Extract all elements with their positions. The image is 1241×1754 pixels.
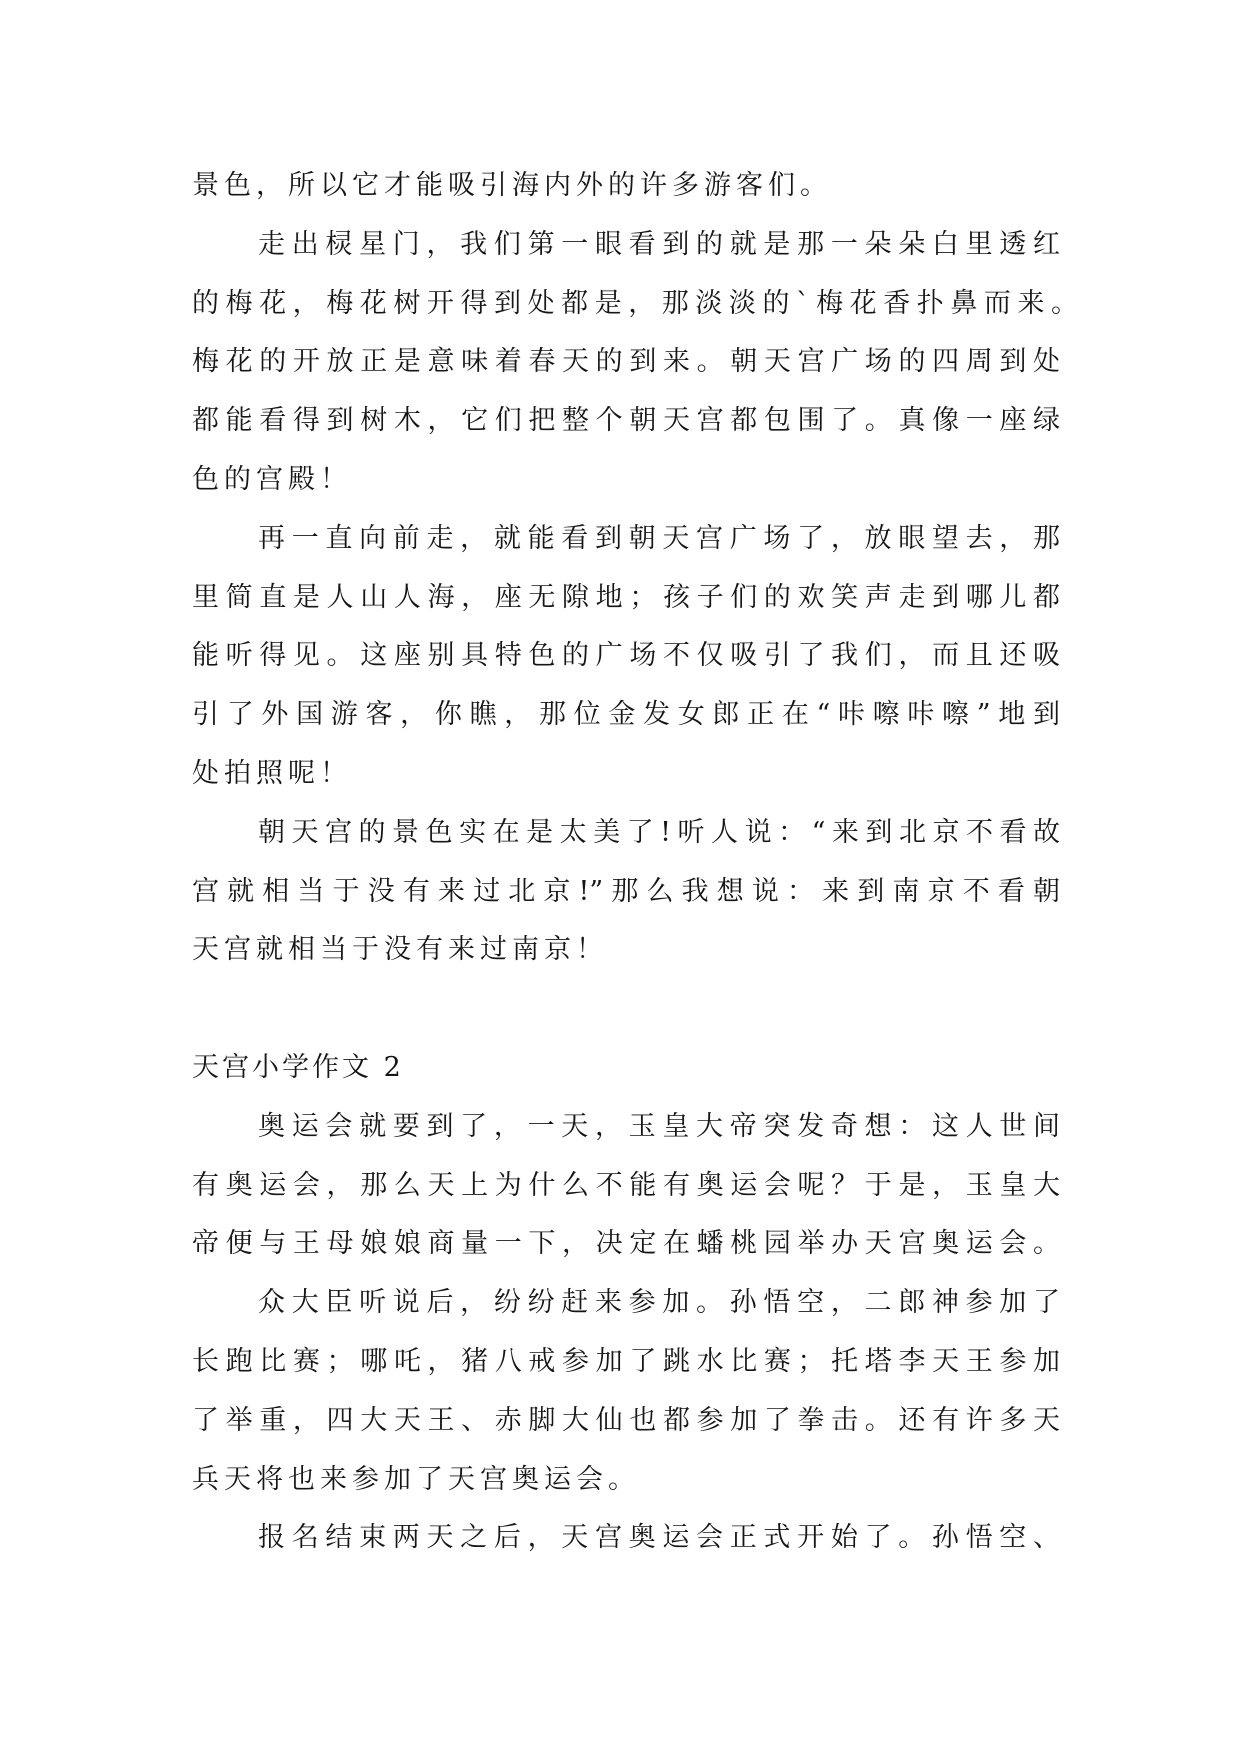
document-body (192, 157, 1078, 1568)
text-line: 再一直向前走，就能看到朝天宫广场了，放眼望去，那 (258, 522, 1060, 554)
text-line: 众大臣听说后，纷纷赶来参加。孙悟空，二郎神参加了 (258, 1287, 1060, 1319)
text-line: 景色，所以它才能吸引海内外的许多游客们。 (192, 170, 832, 201)
text-line: 朝天宫的景色实在是太美了!听人说：“来到北京不看故 (258, 816, 1060, 848)
text-line: 兵天将也来参加了天宫奥运会。 (192, 1463, 640, 1495)
text-line: 的梅花，梅花树开得到处都是，那淡淡的`梅花香扑鼻而来。 (192, 287, 1078, 319)
text-line: 走出棂星门，我们第一眼看到的就是那一朵朵白里透红 (258, 228, 1060, 260)
section-heading: 天宫小学作文 2 (192, 1051, 404, 1083)
text-line: 报名结束两天之后，天宫奥运会正式开始了。孙悟空、 (258, 1522, 1060, 1554)
paragraph (192, 216, 1078, 510)
text-line: 奥运会就要到了，一天，玉皇大帝突发奇想：这人世间 (258, 1110, 1060, 1142)
text-line: 天宫就相当于没有来过南京！ (192, 934, 608, 966)
paragraph (192, 157, 1060, 216)
text-line: 有奥运会，那么天上为什么不能有奥运会呢？于是，玉皇大 (192, 1169, 1060, 1201)
text-line: 里简直是人山人海，座无隙地；孩子们的欢笑声走到哪儿都 (192, 581, 1060, 613)
paragraph (192, 804, 1060, 980)
text-line: 了举重，四大天王、赤脚大仙也都参加了拳击。还有许多天 (192, 1404, 1060, 1436)
text-line: 处拍照呢！ (192, 757, 352, 789)
text-line: 宫就相当于没有来过北京!”那么我想说：来到南京不看朝 (192, 875, 1060, 907)
blank-line (192, 980, 1060, 1039)
text-line: 都能看得到树木，它们把整个朝天宫都包围了。真像一座绿 (192, 405, 1060, 437)
text-line: 长跑比赛；哪吒，猪八戒参加了跳水比赛；托塔李天王参加 (192, 1345, 1060, 1377)
text-line: 能听得见。这座别具特色的广场不仅吸引了我们，而且还吸 (192, 640, 1060, 672)
paragraph (192, 1274, 1060, 1509)
text-line: 色的宫殿！ (192, 463, 352, 495)
text-line: 引了外国游客，你瞧，那位金发女郎正在“咔嚓咔嚓”地到 (192, 699, 1060, 731)
text-line: 帝便与王母娘娘商量一下，决定在蟠桃园举办天宫奥运会。 (192, 1228, 1060, 1260)
paragraph (192, 1098, 1060, 1274)
paragraph (192, 1509, 1060, 1568)
paragraph (192, 510, 1060, 804)
text-line: 梅花的开放正是意味着春天的到来。朝天宫广场的四周到处 (192, 346, 1060, 378)
